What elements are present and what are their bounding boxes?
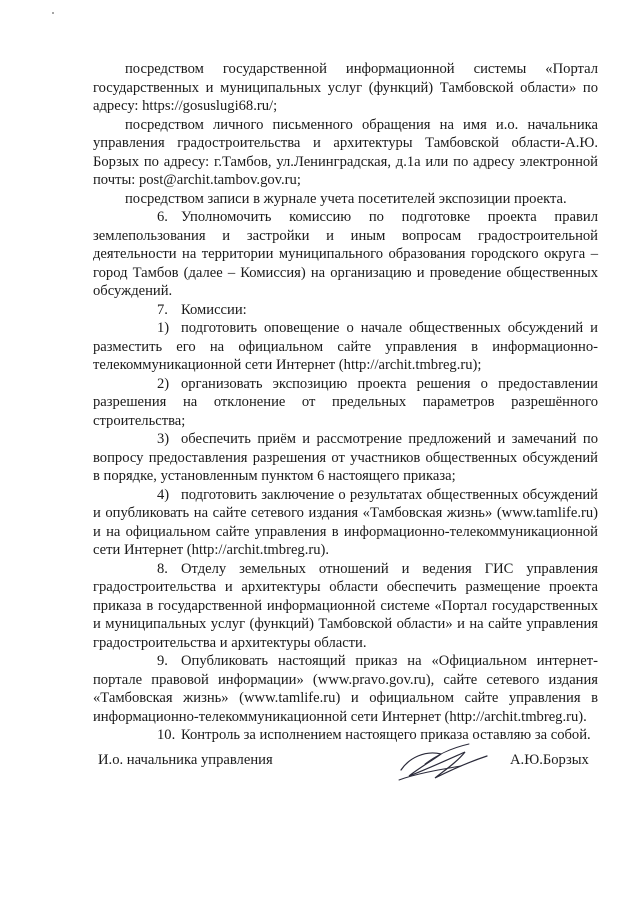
item-9-number: 9. <box>157 653 168 669</box>
item-10-number: 10. <box>157 727 176 743</box>
subitem-3 <box>93 430 598 486</box>
subitem-2 <box>93 375 598 431</box>
item-9 <box>93 652 598 726</box>
subitem-4-number: 4) <box>157 486 170 503</box>
item-6 <box>93 208 598 301</box>
subitem-4 <box>93 486 598 560</box>
scan-speck <box>52 12 54 14</box>
signatory-name: А.Ю.Борзых <box>510 752 589 768</box>
subitem-1-number: 1) <box>157 320 170 336</box>
item-8 <box>93 560 598 653</box>
subitem-2-text: организовать экспозицию проекта решения о предоставлении разрешения на отклонение от предельных параметров разрешённого строительства; <box>93 375 598 429</box>
paragraph-gosuslugi: посредством государственной информационной системы «Портал государственных и муниципальных услуг (функций) Тамбовской области» по адресу: https://gosuslugi68.ru/; <box>93 61 598 114</box>
item-6-number: 6. <box>157 209 168 225</box>
subitem-4-text: подготовить заключение о результатах общественных обсуждений и опубликовать на сайте сетевого издания «Тамбовская жизнь» (www.tamlife.ru) и на официальном сайте управления в информационно-телекоммуникационной сети Интернет (http://archit.tmbreg.ru). <box>93 486 598 558</box>
handwritten-signature <box>395 740 490 788</box>
paragraph-written-request: посредством личного письменного обращения на имя и.о. начальника управления градостроительства и архитектуры Тамбовской области-А.Ю. Борзых по адресу: г.Тамбов, ул.Ленинградская, д.1а или по адресу электронной почты: post@archit.tambov.gov.ru; <box>93 116 598 188</box>
subitem-3-text: обеспечить приём и рассмотрение предложений и замечаний по вопросу предоставления разрешения от участников общественных обсуждений в порядке, установленным пунктом 6 настоящего приказа; <box>93 431 598 484</box>
item-7-number: 7. <box>157 301 168 318</box>
item-6-text: Уполномочить комиссию по подготовке проекта правил землепользования и застройки и иным вопросам градостроительной деятельности на территории муниципального образования городского округа – город Тамбов (далее – Комиссия) на организацию и проведение общественных обсуждений. <box>93 209 598 299</box>
signatory-position: И.о. начальника управления <box>98 752 273 768</box>
item-7 <box>93 301 598 320</box>
item-9-text: Опубликовать настоящий приказ на «Официальном интернет-портале правовой информации» (www.pravo.gov.ru), сайте сетевого издания «Тамбовская жизнь» (www.tamlife.ru) и официальном сайте управления в информационно-телекоммуникационной сети Интернет (http://archit.tmbreg.ru). <box>93 653 598 725</box>
item-10-text: Контроль за исполнением настоящего приказа оставляю за собой. <box>181 727 591 743</box>
paragraph-visitor-log: посредством записи в журнале учета посетителей экспозиции проекта. <box>125 190 567 207</box>
item-8-number: 8. <box>157 560 168 577</box>
item-10 <box>93 726 598 745</box>
subitem-2-number: 2) <box>157 375 170 392</box>
item-7-text: Комиссии: <box>181 301 247 318</box>
item-8-text: Отделу земельных отношений и ведения ГИС управления градостроительства и архитектуры области обеспечить размещение проекта приказа в государственной информационной системе «Портал государственных и муниципальных услуг (функций) Тамбовской области» и на сайте управления градостроительства и архитектуры области. <box>93 560 598 651</box>
subitem-3-number: 3) <box>157 431 170 447</box>
subitem-1 <box>93 319 598 375</box>
subitem-1-text: подготовить оповещение о начале общественных обсуждений и разместить его на официальном сайте управления в информационно-телекоммуникационной сети Интернет (http://archit.tmbreg.ru); <box>93 320 598 373</box>
document-body <box>93 60 598 745</box>
